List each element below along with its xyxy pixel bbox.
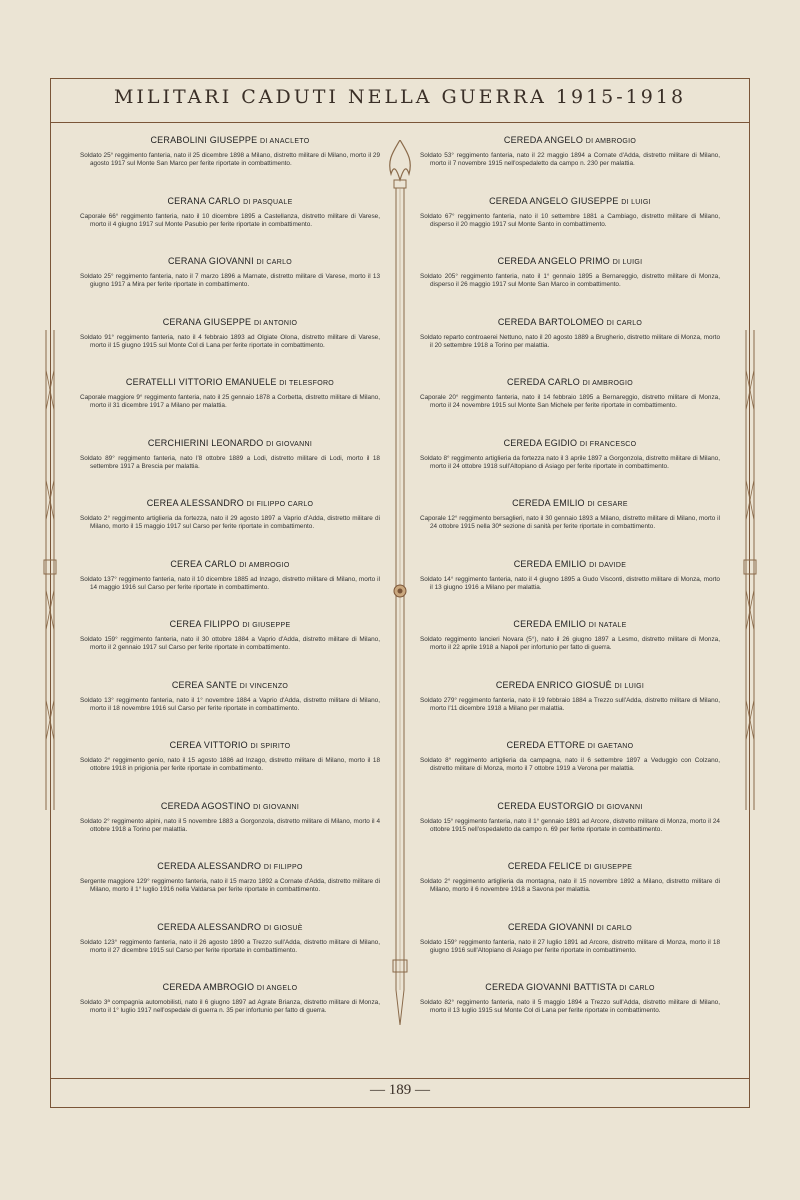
header-rule: [50, 122, 750, 123]
father-name: DI GIOVANNI: [253, 803, 300, 811]
soldier-name: CEREA ALESSANDRO: [146, 498, 244, 508]
soldier-name: CEREDA GIOVANNI BATTISTA: [485, 982, 617, 992]
father-name: DI GIOVANNI: [266, 440, 313, 448]
father-name: DI ANGELO: [256, 985, 298, 992]
entry: [80, 919, 380, 980]
father-name: DI LUIGI: [614, 682, 645, 690]
entry: [420, 677, 720, 738]
father-name: DI PASQUALE: [243, 198, 293, 206]
entry-description: Soldato 15° reggimento fanteria, nato il 1° gennaio 1891 ad Arcore, distretto militare di Monza, morto il 24 ottobre 1915 nell'ospedaletto da campo n. 69 per ferite riportate in combattimento.: [420, 817, 720, 833]
rosette-ornament-icon: [393, 583, 407, 597]
entry: [80, 435, 380, 496]
entry-name: [80, 740, 380, 750]
father-name: DI TELESFORO: [279, 380, 335, 387]
entry-description: Soldato 3ª compagnia automobilisti, nato il 6 giugno 1897 ad Agrate Brianza, distretto militare di Monza, morto il 1° luglio 1917 nell'ospedale di guerra n. 35 per infortunio per fatto di guerra.: [80, 999, 380, 1014]
entry-description: Sergente maggiore 129° reggimento fanteria, nato il 15 marzo 1892 a Cornate d'Adda, distretto militare di Milano, morto il 1° luglio 1916 nella Valdarsa per ferite riportate in combattimento.: [80, 878, 380, 893]
entry: [420, 858, 720, 919]
father-name: DI GIOVANNI: [596, 803, 643, 811]
entry-name: [80, 801, 380, 811]
entry: [80, 616, 380, 677]
father-name: DI CARLO: [256, 259, 293, 266]
entry-description: Soldato reparto controaerei Nettuno, nato il 20 agosto 1889 a Brugherio, distretto militare di Monza, morto il 20 settembre 1918 a Torino per malattia.: [420, 333, 720, 349]
father-name: DI SPIRITO: [250, 743, 291, 750]
soldier-name: CEREA VITTORIO: [169, 740, 248, 750]
soldier-name: CEREDA EMILIO: [513, 558, 587, 569]
entry: [80, 979, 380, 1040]
entry-name: [80, 861, 380, 871]
soldier-name: CERCHIERINI LEONARDO: [147, 437, 264, 448]
entry: [80, 253, 380, 314]
father-name: DI CARLO: [596, 924, 633, 932]
entry-description: Soldato 82° reggimento fanteria, nato il 5 maggio 1894 a Trezzo sull'Adda, distretto militare di Milano, morto il 13 luglio 1915 sul Monte Col di Lana per ferite riportate in combattimento.: [420, 999, 720, 1014]
father-name: DI VINCENZO: [239, 682, 289, 690]
entry-description: Soldato 2° reggimento alpini, nato il 5 novembre 1883 a Gorgonzola, distretto militare di Milano, morto il 4 ottobre 1918 a Torino per malattia.: [80, 817, 380, 833]
soldier-name: CEREDA BARTOLOMEO: [497, 316, 604, 327]
right-fasces-ornament-icon: [740, 330, 760, 810]
left-column: [80, 132, 380, 1040]
soldier-name: CEREDA ALESSANDRO: [157, 861, 262, 871]
entry: [420, 193, 720, 254]
soldier-name: CERANA GIOVANNI: [167, 256, 254, 266]
entry-description: Soldato 123° reggimento fanteria, nato il 26 agosto 1890 a Trezzo sull'Adda, distretto militare di Milano, morto il 27 dicembre 1915 sul Carso per ferite riportate in combattimento.: [80, 938, 380, 954]
entry: [420, 556, 720, 617]
soldier-name: CERABOLINI GIUSEPPE: [150, 135, 258, 145]
entry-description: Soldato 2° reggimento artiglieria da montagna, nato il 15 novembre 1892 a Milano, distretto militare di Milano, morto il 6 novembre 1918 a Savona per malattia.: [420, 878, 720, 893]
entry-description: Soldato 2° reggimento artiglieria da fortezza, nato il 29 agosto 1897 a Vaprio d'Adda, distretto militare di Milano, morto il 15 maggio 1917 sul Carso per ferite riportate in combattimento.: [80, 515, 380, 530]
entry-description: Soldato 89° reggimento fanteria, nato l'8 ottobre 1889 a Lodi, distretto militare di Lodi, morto il 18 settembre 1917 a Brescia per malattia.: [80, 454, 380, 470]
father-name: DI DAVIDE: [589, 561, 627, 569]
father-name: DI CESARE: [587, 501, 628, 508]
footer-rule: [50, 1078, 750, 1079]
entry: [420, 374, 720, 435]
entry-name: [80, 438, 380, 448]
entry-description: Soldato 8° reggimento artiglieria da campagna, nato il 6 settembre 1897 a Veduggio con Colzano, distretto militare di Monza, morto il 7 ottobre 1919 a Verona per malattia.: [420, 757, 720, 772]
soldier-name: CERANA GIUSEPPE: [162, 316, 252, 327]
entry-name: [420, 196, 720, 206]
soldier-name: CEREDA ANGELO GIUSEPPE: [489, 195, 619, 206]
entry-description: Soldato 13° reggimento fanteria, nato il 1° novembre 1884 a Vaprio d'Adda, distretto militare di Milano, morto il 18 novembre 1916 sul Carso per ferite riportate in combattimento.: [80, 696, 380, 712]
entry-name: [80, 135, 380, 145]
soldier-name: CEREDA AGOSTINO: [160, 800, 251, 811]
page-number: — 189 —: [370, 1082, 430, 1098]
entry-name: [420, 801, 720, 811]
soldier-name: CEREDA ANGELO: [503, 135, 584, 145]
entry-name: [80, 982, 380, 992]
soldier-name: CEREDA ETTORE: [506, 740, 586, 750]
entry-description: Soldato 25° reggimento fanteria, nato il 25 dicembre 1898 a Milano, distretto militare di Milano, morto il 29 agosto 1917 sul Monte San Marco per ferite riportate in combattimento.: [80, 152, 380, 167]
entry-description: Soldato 67° reggimento fanteria, nato il 10 settembre 1881 a Cambiago, distretto militare di Milano, disperso il 20 maggio 1917 sul Monte Santo in combattimento.: [420, 212, 720, 228]
father-name: DI NATALE: [588, 622, 627, 629]
entry-name: [80, 196, 380, 206]
entry-name: [420, 135, 720, 145]
soldier-name: CERATELLI VITTORIO EMANUELE: [125, 377, 277, 387]
entry: [420, 435, 720, 496]
entry-name: [420, 740, 720, 750]
soldier-name: CERANA CARLO: [167, 195, 241, 206]
entry: [80, 798, 380, 859]
entry-name: [80, 317, 380, 327]
entry-description: Soldato 137° reggimento fanteria, nato il 10 dicembre 1885 ad Inzago, distretto militare di Milano, morto il 14 maggio 1916 sul Carso per ferite riportate in combattimento.: [80, 575, 380, 591]
soldier-name: CEREDA EMILIO: [513, 619, 587, 629]
entry: [80, 737, 380, 798]
entry-description: Soldato 279° reggimento fanteria, nato il 19 febbraio 1884 a Trezzo sull'Adda, distretto militare di Milano, morto l'11 dicembre 1918 a Milano per malattia.: [420, 696, 720, 712]
entry-description: Soldato reggimento lancieri Novara (5°), nato il 26 giugno 1897 a Lesmo, distretto militare di Monza, morto il 22 aprile 1918 a Napoli per infortunio per fatto di guerra.: [420, 636, 720, 651]
entry-name: [420, 982, 720, 992]
entry-name: [420, 317, 720, 327]
entry: [420, 132, 720, 193]
soldier-name: CEREDA ENRICO GIOSUÈ: [495, 679, 612, 690]
soldier-name: CEREDA AMBROGIO: [162, 982, 255, 992]
entry-description: Caporale 12° reggimento bersaglieri, nato il 30 gennaio 1893 a Milano, distretto militare di Milano, morto il 24 ottobre 1915 nella 30ª sezione di sanità per ferite riportate in combattimento.: [420, 515, 720, 530]
father-name: DI CARLO: [619, 985, 655, 992]
entry-name: [420, 922, 720, 932]
entry-name: [80, 256, 380, 266]
entry-name: [420, 619, 720, 629]
entry: [420, 495, 720, 556]
entry-name: [420, 680, 720, 690]
entry: [80, 677, 380, 738]
entry-name: [420, 559, 720, 569]
entry: [80, 193, 380, 254]
soldier-name: CEREA FILIPPO: [169, 619, 240, 629]
entry-name: [80, 559, 380, 569]
soldier-name: CEREDA EMILIO: [512, 498, 585, 508]
soldier-name: CEREDA ANGELO PRIMO: [497, 256, 610, 266]
soldier-name: CEREDA EGIDIO: [503, 437, 578, 448]
entry: [420, 919, 720, 980]
soldier-name: CEREDA ALESSANDRO: [157, 921, 262, 932]
entry-description: Soldato 159° reggimento fanteria, nato il 27 luglio 1891 ad Arcore, distretto militare di Monza, morto il 18 giugno 1916 sull'Altopiano di Asiago per ferite riportate in combattimento.: [420, 938, 720, 954]
entry: [80, 374, 380, 435]
entry-description: Soldato 14° reggimento fanteria, nato il 4 giugno 1895 a Gudo Visconti, distretto militare di Monza, morto il 13 giugno 1916 a Milano per malattia.: [420, 575, 720, 591]
entry-description: Soldato 25° reggimento fanteria, nato il 7 marzo 1896 a Marnate, distretto militare di Varese, morto il 13 giugno 1917 a Mira per ferite riportate in combattimento.: [80, 273, 380, 288]
entry: [420, 253, 720, 314]
entry-name: [420, 438, 720, 448]
soldier-name: CEREA SANTE: [171, 679, 238, 690]
left-fasces-ornament-icon: [40, 330, 60, 810]
father-name: DI GIUSEPPE: [584, 864, 633, 871]
entry-name: [80, 680, 380, 690]
father-name: DI FILIPPO CARLO: [246, 501, 314, 508]
father-name: DI AMBROGIO: [239, 561, 290, 569]
entry: [80, 858, 380, 919]
entry-description: Soldato 91° reggimento fanteria, nato il 4 febbraio 1893 ad Olgiate Olona, distretto militare di Varese, morto il 15 giugno 1915 sul Monte Col di Lana per ferite riportate in combattimento.: [80, 333, 380, 349]
entry-description: Caporale maggiore 9° reggimento fanteria, nato il 25 gennaio 1878 a Corbetta, distretto militare di Milano, morto il 31 dicembre 1917 a Milano per malattia.: [80, 394, 380, 409]
entry-description: Caporale 20° reggimento fanteria, nato il 14 febbraio 1895 a Bernareggio, distretto militare di Monza, morto il 24 novembre 1915 sul Monte San Michele per ferite riportate in combattimento.: [420, 394, 720, 409]
entry: [80, 495, 380, 556]
soldier-name: CEREDA GIOVANNI: [507, 921, 594, 932]
page-title: MILITARI CADUTI NELLA GUERRA 1915-1918: [113, 86, 687, 108]
soldier-name: CEREA CARLO: [170, 558, 237, 569]
father-name: DI AMBROGIO: [585, 138, 637, 145]
father-name: DI GIUSEPPE: [242, 622, 291, 629]
father-name: DI LUIGI: [621, 198, 651, 206]
entry: [80, 556, 380, 617]
father-name: DI FRANCESCO: [579, 440, 637, 448]
soldier-name: CEREDA EUSTORGIO: [497, 800, 594, 811]
entry-name: [420, 256, 720, 266]
entry-description: Soldato 205° reggimento fanteria, nato il 1° gennaio 1895 a Bernareggio, distretto militare di Monza, disperso il 26 maggio 1917 sul Monte San Marco in combattimento.: [420, 273, 720, 288]
entry-name: [80, 498, 380, 508]
entry-description: Caporale 66° reggimento fanteria, nato il 10 dicembre 1895 a Castellanza, distretto militare di Varese, morto il 4 giugno 1917 sul Monte Pasubio per ferite riportate in combattimento.: [80, 212, 380, 228]
entry: [420, 798, 720, 859]
soldier-name: CEREDA FELICE: [507, 861, 582, 871]
entry: [420, 979, 720, 1040]
father-name: DI ANTONIO: [253, 319, 298, 327]
entry: [80, 132, 380, 193]
entry-name: [420, 861, 720, 871]
father-name: DI GAETANO: [587, 743, 634, 750]
father-name: DI LUIGI: [612, 259, 643, 266]
entry-description: Soldato 53° reggimento fanteria, nato il 22 maggio 1894 a Cornate d'Adda, distretto militare di Milano, morto il 7 novembre 1915 nell'ospedaletto da campo n. 230 per malattia.: [420, 152, 720, 167]
soldier-name: CEREDA CARLO: [507, 377, 580, 387]
right-column: [420, 132, 720, 1040]
entry: [420, 737, 720, 798]
entry-description: Soldato 159° reggimento fanteria, nato il 30 ottobre 1884 a Vaprio d'Adda, distretto militare di Milano, morto il 2 gennaio 1917 sul Carso per ferite riportate in combattimento.: [80, 636, 380, 651]
father-name: DI GIOSUÈ: [263, 924, 303, 932]
father-name: DI CARLO: [606, 319, 643, 327]
father-name: DI FILIPPO: [263, 864, 303, 871]
entry-name: [420, 498, 720, 508]
entry-name: [80, 922, 380, 932]
entry-name: [80, 619, 380, 629]
father-name: DI ANACLETO: [260, 138, 310, 145]
entry-name: [420, 377, 720, 387]
entry: [420, 314, 720, 375]
entry: [80, 314, 380, 375]
entry: [420, 616, 720, 677]
entry-name: [80, 377, 380, 387]
father-name: DI AMBROGIO: [582, 380, 633, 387]
entry-description: Soldato 2° reggimento genio, nato il 15 agosto 1886 ad Inzago, distretto militare di Milano, morto il 18 ottobre 1918 in prigionia per ferite riportate in combattimento.: [80, 757, 380, 772]
entry-description: Soldato 8° reggimento artiglieria da fortezza nato il 3 aprile 1897 a Gorgonzola, distretto militare di Milano, morto il 24 ottobre 1918 sull'Altopiano di Asiago per ferite riportate in combattimento.: [420, 454, 720, 470]
